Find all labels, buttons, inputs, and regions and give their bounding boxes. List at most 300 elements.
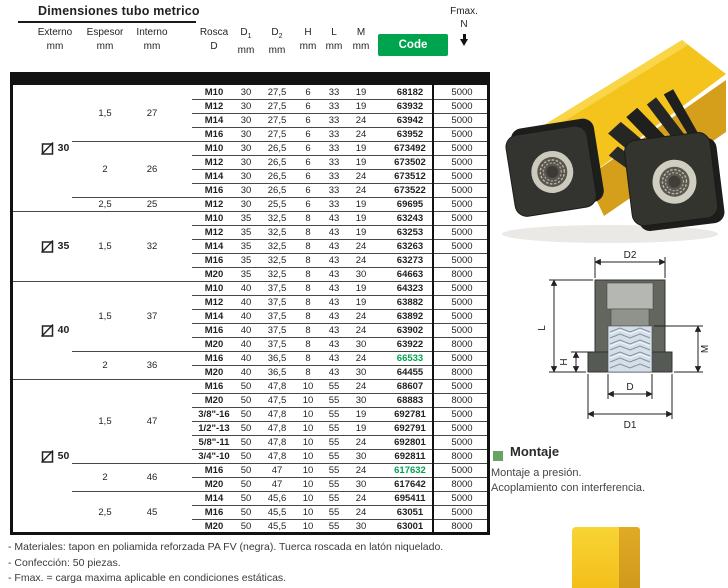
cell-code: 692791	[394, 423, 426, 434]
cell-d1: 30	[240, 199, 252, 210]
cell-d1: 50	[240, 451, 252, 462]
cell-fmax: 5000	[451, 87, 473, 98]
cell-d1: 50	[240, 409, 252, 420]
cell-m: 24	[355, 255, 367, 266]
cell-d2: 25,5	[267, 199, 287, 210]
cell-h: 10	[302, 465, 314, 476]
code-column-header: Code	[378, 34, 448, 56]
cell-m: 24	[355, 353, 367, 364]
cell-rosca: M20	[204, 479, 224, 490]
yellow-tube-bottom-image	[572, 527, 640, 588]
cell-l: 33	[328, 171, 340, 182]
cell-d1: 50	[240, 493, 252, 504]
cell-l: 55	[328, 395, 340, 406]
cell-fmax: 8000	[451, 395, 473, 406]
cell-h: 10	[302, 409, 314, 420]
cell-h: 8	[305, 325, 311, 336]
cell-rosca: M14	[204, 115, 224, 126]
cell-rosca: M10	[204, 283, 224, 294]
cell-h: 6	[305, 199, 311, 210]
cell-l: 33	[328, 115, 340, 126]
section-label-externo: 50	[15, 379, 95, 533]
cell-l: 33	[328, 129, 340, 140]
cell-d1: 50	[240, 507, 252, 518]
cell-l: 33	[328, 185, 340, 196]
cell-m: 19	[355, 423, 367, 434]
cell-espesor-label: 2,5	[98, 506, 112, 518]
cell-l: 55	[328, 507, 340, 518]
cell-l: 43	[328, 339, 340, 350]
cell-espesor-label: 1,5	[98, 415, 112, 427]
cell-l: 33	[328, 87, 340, 98]
cell-fmax: 5000	[451, 171, 473, 182]
cell-fmax: 5000	[451, 409, 473, 420]
column-header-h: H mm	[299, 27, 317, 52]
cell-m: 19	[355, 409, 367, 420]
dimensions-table	[10, 72, 490, 535]
cell-interno-label: 47	[146, 415, 158, 427]
cell-h: 8	[305, 367, 311, 378]
cell-m: 30	[355, 339, 367, 350]
cell-m: 30	[355, 367, 367, 378]
cell-d2: 27,5	[267, 115, 287, 126]
footnotes	[8, 540, 443, 587]
cell-d2: 27,5	[267, 129, 287, 140]
cell-d1: 50	[240, 521, 252, 532]
cell-d2: 45,5	[267, 507, 287, 518]
section-label-externo: 40	[15, 281, 95, 379]
cell-code: 63952	[396, 129, 424, 140]
cell-rosca: M20	[204, 395, 224, 406]
cell-h: 6	[305, 129, 311, 140]
cell-d1: 40	[240, 311, 252, 322]
cell-h: 10	[302, 437, 314, 448]
cell-rosca: M20	[204, 521, 224, 532]
cell-rosca: 3/8"-16	[198, 409, 230, 420]
cell-d1: 30	[240, 143, 252, 154]
fmax-column-divider	[432, 82, 434, 532]
cell-h: 10	[302, 507, 314, 518]
cell-m: 24	[355, 493, 367, 504]
cell-l: 43	[328, 227, 340, 238]
cell-d1: 40	[240, 283, 252, 294]
cell-l: 55	[328, 493, 340, 504]
cell-d2: 36,5	[267, 367, 287, 378]
fmax-label: Fmax.	[450, 6, 478, 17]
cell-d2: 37,5	[267, 297, 287, 308]
cell-espesor-label: 2	[102, 471, 108, 483]
cell-l: 33	[328, 199, 340, 210]
cell-l: 55	[328, 451, 340, 462]
cell-m: 19	[355, 143, 367, 154]
cell-l: 43	[328, 255, 340, 266]
cell-m: 24	[355, 241, 367, 252]
cell-m: 24	[355, 171, 367, 182]
cell-fmax: 5000	[451, 325, 473, 336]
cell-rosca: M12	[204, 297, 224, 308]
cell-d2: 47	[271, 479, 283, 490]
cell-h: 8	[305, 269, 311, 280]
cell-d2: 47,8	[267, 409, 287, 420]
cell-m: 24	[355, 129, 367, 140]
cell-rosca: M14	[204, 171, 224, 182]
montaje-text	[491, 466, 645, 496]
cell-d1: 50	[240, 423, 252, 434]
cell-d2: 37,5	[267, 339, 287, 350]
cell-d1: 40	[240, 297, 252, 308]
cell-code: 63922	[396, 339, 424, 350]
cell-rosca: M16	[204, 381, 224, 392]
column-header-espesor: Espesor mm	[86, 27, 124, 52]
cell-m: 19	[355, 283, 367, 294]
cell-l: 43	[328, 213, 340, 224]
cell-l: 33	[328, 157, 340, 168]
cell-d1: 50	[240, 465, 252, 476]
cell-h: 10	[302, 451, 314, 462]
cell-m: 24	[355, 185, 367, 196]
cell-d1: 35	[240, 213, 252, 224]
cell-m: 19	[355, 101, 367, 112]
cell-m: 24	[355, 437, 367, 448]
cell-fmax: 8000	[451, 269, 473, 280]
cell-fmax: 5000	[451, 465, 473, 476]
cell-code: 66533	[396, 353, 424, 364]
cell-h: 8	[305, 227, 311, 238]
fmax-column-header	[438, 6, 490, 46]
cell-rosca: M10	[204, 143, 224, 154]
cell-d2: 26,5	[267, 185, 287, 196]
cell-l: 43	[328, 283, 340, 294]
cell-l: 43	[328, 325, 340, 336]
cell-m: 24	[355, 325, 367, 336]
cell-code: 63273	[396, 255, 424, 266]
cell-code: 673512	[394, 171, 426, 182]
cell-fmax: 5000	[451, 129, 473, 140]
footnote-line: - Fmax. = carga maxima aplicable en condiciones estáticas.	[8, 572, 287, 584]
cell-rosca: M16	[204, 185, 224, 196]
down-arrow-icon	[458, 34, 470, 46]
cell-d1: 40	[240, 367, 252, 378]
cell-h: 8	[305, 283, 311, 294]
square-tube-icon	[41, 240, 54, 253]
cell-m: 19	[355, 297, 367, 308]
dim-label-m: M	[700, 344, 711, 354]
cell-l: 33	[328, 143, 340, 154]
cell-d2: 27,5	[267, 87, 287, 98]
cell-code: 68182	[396, 87, 424, 98]
cell-l: 55	[328, 381, 340, 392]
mounted-plug	[503, 117, 606, 218]
cell-fmax: 5000	[451, 115, 473, 126]
column-header-rosca: Rosca D	[199, 27, 229, 52]
montaje-line-2: Acoplamiento con interferencia.	[491, 482, 646, 494]
cell-h: 10	[302, 493, 314, 504]
cell-rosca: M16	[204, 325, 224, 336]
dim-label-d2: D2	[623, 250, 637, 261]
cell-code: 692811	[394, 451, 426, 462]
cell-code: 673502	[394, 157, 426, 168]
cell-espesor-label: 1,5	[98, 310, 112, 322]
cell-code: 692801	[394, 437, 426, 448]
cell-code: 64663	[396, 269, 424, 280]
cell-l: 55	[328, 479, 340, 490]
cell-rosca: M16	[204, 465, 224, 476]
cell-rosca: M14	[204, 311, 224, 322]
cell-l: 33	[328, 101, 340, 112]
cell-rosca: M16	[204, 255, 224, 266]
cell-fmax: 5000	[451, 283, 473, 294]
cell-d2: 32,5	[267, 269, 287, 280]
cell-rosca: M20	[204, 367, 224, 378]
cell-l: 55	[328, 409, 340, 420]
cell-fmax: 8000	[451, 367, 473, 378]
cell-code: 673522	[394, 185, 426, 196]
cell-d2: 47,8	[267, 451, 287, 462]
cell-m: 24	[355, 465, 367, 476]
cell-d2: 37,5	[267, 311, 287, 322]
cell-l: 43	[328, 311, 340, 322]
cell-h: 8	[305, 353, 311, 364]
cell-d1: 50	[240, 437, 252, 448]
cell-code: 69695	[396, 199, 424, 210]
cell-fmax: 5000	[451, 493, 473, 504]
cell-code: 63942	[396, 115, 424, 126]
column-header-externo: Externo mm	[37, 27, 73, 52]
cell-d1: 40	[240, 339, 252, 350]
cell-espesor-label: 2	[102, 359, 108, 371]
column-header-m: M mm	[352, 27, 370, 52]
cell-d2: 27,5	[267, 101, 287, 112]
cell-fmax: 5000	[451, 213, 473, 224]
cell-rosca: M12	[204, 199, 224, 210]
cell-l: 43	[328, 269, 340, 280]
cell-code: 692781	[394, 409, 426, 420]
dim-label-l: L	[537, 325, 548, 331]
cell-m: 19	[355, 87, 367, 98]
cell-fmax: 5000	[451, 199, 473, 210]
cell-fmax: 5000	[451, 353, 473, 364]
cell-h: 10	[302, 479, 314, 490]
cell-m: 19	[355, 227, 367, 238]
cell-code: 673492	[394, 143, 426, 154]
cell-fmax: 5000	[451, 423, 473, 434]
green-square-bullet-icon	[493, 451, 503, 461]
square-tube-icon	[41, 142, 54, 155]
cell-m: 30	[355, 479, 367, 490]
footnote-line: - Materiales: tapon en poliamida reforzada PA FV (negra). Tuerca roscada en latón niquelado.	[8, 541, 444, 553]
cell-h: 10	[302, 395, 314, 406]
cell-l: 43	[328, 353, 340, 364]
cell-interno-label: 32	[146, 240, 158, 252]
cell-interno-label: 27	[146, 107, 158, 119]
cell-rosca: M16	[204, 129, 224, 140]
cell-d2: 26,5	[267, 143, 287, 154]
cell-d1: 40	[240, 325, 252, 336]
cell-code: 63882	[396, 297, 424, 308]
cell-fmax: 5000	[451, 381, 473, 392]
cell-code: 63051	[396, 507, 424, 518]
cell-d1: 30	[240, 115, 252, 126]
cell-d2: 45,6	[267, 493, 287, 504]
cell-fmax: 5000	[451, 507, 473, 518]
cell-h: 8	[305, 241, 311, 252]
cell-code: 64323	[396, 283, 424, 294]
cell-h: 6	[305, 185, 311, 196]
cell-code: 63243	[396, 213, 424, 224]
cell-d1: 35	[240, 269, 252, 280]
cell-m: 30	[355, 521, 367, 532]
cell-l: 55	[328, 437, 340, 448]
cell-d1: 30	[240, 157, 252, 168]
dim-label-h: H	[559, 358, 570, 366]
cell-d1: 30	[240, 101, 252, 112]
cell-h: 8	[305, 297, 311, 308]
cell-rosca: M12	[204, 157, 224, 168]
section-label-externo: 35	[15, 211, 95, 281]
cell-fmax: 5000	[451, 255, 473, 266]
cell-h: 6	[305, 171, 311, 182]
dim-label-d1: D1	[623, 420, 637, 431]
cell-d1: 30	[240, 171, 252, 182]
cell-interno-label: 45	[146, 506, 158, 518]
cell-espesor-label: 2,5	[98, 198, 112, 210]
cell-h: 8	[305, 255, 311, 266]
cell-h: 10	[302, 423, 314, 434]
column-header-l: L mm	[325, 27, 343, 52]
cell-l: 43	[328, 297, 340, 308]
cell-l: 43	[328, 367, 340, 378]
cell-d2: 26,5	[267, 171, 287, 182]
cell-m: 19	[355, 157, 367, 168]
cell-d2: 37,5	[267, 283, 287, 294]
cell-l: 55	[328, 465, 340, 476]
cell-h: 6	[305, 115, 311, 126]
cell-interno-label: 26	[146, 163, 158, 175]
cell-h: 8	[305, 339, 311, 350]
cell-d2: 47,8	[267, 381, 287, 392]
cell-rosca: M12	[204, 227, 224, 238]
cell-d2: 32,5	[267, 213, 287, 224]
cell-d1: 40	[240, 353, 252, 364]
cell-fmax: 5000	[451, 297, 473, 308]
cell-code: 63892	[396, 311, 424, 322]
page-title: Dimensiones tubo metrico	[38, 4, 200, 18]
cell-m: 19	[355, 213, 367, 224]
cell-d2: 32,5	[267, 241, 287, 252]
cell-fmax: 5000	[451, 311, 473, 322]
title-underline	[18, 21, 196, 23]
cell-d2: 47,5	[267, 395, 287, 406]
montaje-line-1: Montaje a presión.	[491, 467, 582, 479]
cell-d2: 47	[271, 465, 283, 476]
cell-code: 63263	[396, 241, 424, 252]
cell-h: 6	[305, 101, 311, 112]
column-header-d2: $D_2$ mm	[268, 27, 286, 56]
cell-rosca: M16	[204, 507, 224, 518]
cell-rosca: 1/2"-13	[198, 423, 230, 434]
cell-d1: 35	[240, 255, 252, 266]
cell-h: 8	[305, 213, 311, 224]
footnote-line: - Confección: 50 piezas.	[8, 556, 121, 569]
montaje-heading: Montaje	[510, 444, 560, 459]
dim-label-d: D	[626, 382, 634, 393]
cell-m: 30	[355, 269, 367, 280]
cell-d2: 45,5	[267, 521, 287, 532]
cell-code: 63001	[396, 521, 424, 532]
cell-rosca: M10	[204, 87, 224, 98]
cell-d2: 37,5	[267, 325, 287, 336]
cell-m: 30	[355, 395, 367, 406]
cell-code: 68607	[396, 381, 424, 392]
cell-h: 6	[305, 87, 311, 98]
product-photo	[490, 38, 728, 248]
cell-espesor-label: 1,5	[98, 107, 112, 119]
section-label-externo: 30	[15, 85, 95, 211]
cell-h: 6	[305, 157, 311, 168]
cell-d2: 32,5	[267, 227, 287, 238]
cell-l: 55	[328, 521, 340, 532]
cell-rosca: M16	[204, 353, 224, 364]
cell-fmax: 8000	[451, 451, 473, 462]
cell-code: 63902	[396, 325, 424, 336]
square-tube-icon	[41, 450, 54, 463]
cell-rosca: M14	[204, 241, 224, 252]
cell-d1: 30	[240, 87, 252, 98]
cell-h: 8	[305, 311, 311, 322]
cell-fmax: 5000	[451, 101, 473, 112]
cell-d2: 47,8	[267, 423, 287, 434]
cell-rosca: 3/4"-10	[198, 451, 230, 462]
cell-d1: 50	[240, 395, 252, 406]
cell-m: 24	[355, 507, 367, 518]
cell-fmax: 8000	[451, 339, 473, 350]
cell-d1: 50	[240, 479, 252, 490]
cell-l: 43	[328, 241, 340, 252]
cell-l: 55	[328, 423, 340, 434]
cell-h: 6	[305, 143, 311, 154]
cell-rosca: M14	[204, 493, 224, 504]
cell-d1: 35	[240, 227, 252, 238]
cell-h: 10	[302, 521, 314, 532]
cell-m: 24	[355, 115, 367, 126]
cell-rosca: 5/8"-11	[198, 437, 230, 448]
cell-fmax: 5000	[451, 437, 473, 448]
cell-d1: 30	[240, 129, 252, 140]
table-header-bar	[13, 72, 487, 85]
cell-d2: 47,8	[267, 437, 287, 448]
cell-interno-label: 37	[146, 310, 158, 322]
cell-fmax: 5000	[451, 227, 473, 238]
cell-m: 24	[355, 311, 367, 322]
cell-code: 617642	[394, 479, 426, 490]
cell-rosca: M20	[204, 269, 224, 280]
fmax-unit: N	[460, 18, 468, 30]
cell-interno-label: 25	[146, 198, 158, 210]
dimension-diagram	[530, 248, 728, 432]
cell-espesor-label: 1,5	[98, 240, 112, 252]
cell-d1: 50	[240, 381, 252, 392]
cell-d2: 26,5	[267, 157, 287, 168]
cell-fmax: 5000	[451, 157, 473, 168]
square-tube-icon	[41, 324, 54, 337]
cell-interno-label: 46	[146, 471, 158, 483]
cell-d1: 35	[240, 241, 252, 252]
cell-espesor-label: 2	[102, 163, 108, 175]
cell-m: 19	[355, 199, 367, 210]
cell-d1: 30	[240, 185, 252, 196]
column-header-d1: $D_1$ mm	[237, 27, 255, 56]
cell-code: 68883	[396, 395, 424, 406]
